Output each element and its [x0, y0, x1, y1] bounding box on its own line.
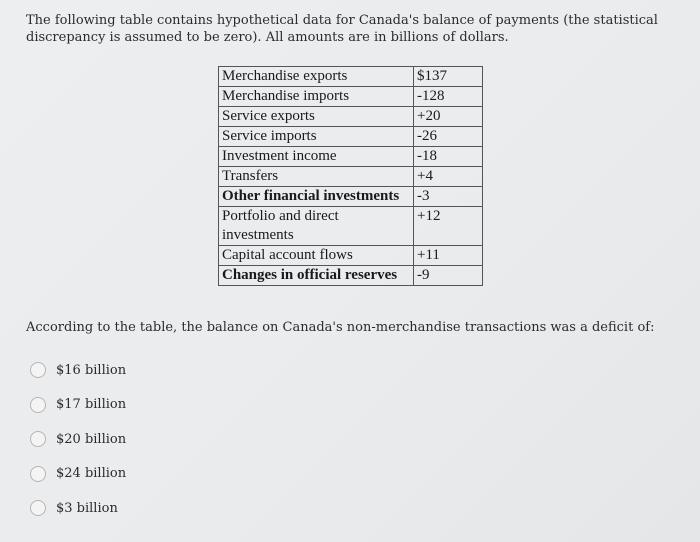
row-value: $137 — [414, 67, 483, 87]
row-value: +11 — [414, 246, 483, 266]
table-row — [219, 147, 483, 167]
row-label: Service imports — [219, 127, 414, 147]
row-label: Portfolio and direct investments — [219, 207, 414, 246]
radio-button[interactable] — [30, 397, 46, 413]
radio-button[interactable] — [30, 431, 46, 447]
table-row — [219, 266, 483, 286]
option-label[interactable]: $20 billion — [56, 431, 127, 447]
table-row — [219, 127, 483, 147]
row-value: -26 — [414, 127, 483, 147]
table-row — [219, 207, 483, 246]
row-value: -9 — [414, 266, 483, 286]
row-value: +4 — [414, 167, 483, 187]
row-value: -3 — [414, 187, 483, 207]
answer-option[interactable] — [30, 429, 126, 449]
row-label: Merchandise imports — [219, 87, 414, 107]
question-intro: The following table contains hypothetical data for Canada's balance of payments (the statistical discrepancy is assumed to be zero). All amounts are in billions of dollars. — [26, 13, 658, 45]
table-row — [219, 187, 483, 207]
table-row — [219, 246, 483, 266]
table-row — [219, 67, 483, 87]
row-label: Changes in official reserves — [219, 266, 414, 286]
balance-of-payments-table — [218, 66, 483, 286]
answer-options — [30, 360, 126, 533]
question-text: According to the table, the balance on Canada's non-merchandise transactions was a deficit of: — [26, 320, 655, 335]
answer-option[interactable] — [30, 395, 126, 415]
row-value: -128 — [414, 87, 483, 107]
row-label: Merchandise exports — [219, 67, 414, 87]
radio-button[interactable] — [30, 362, 46, 378]
table-row — [219, 107, 483, 127]
row-label: Investment income — [219, 147, 414, 167]
option-label[interactable]: $24 billion — [56, 466, 127, 481]
row-label: Service exports — [219, 107, 414, 127]
option-label[interactable]: $3 billion — [56, 500, 118, 516]
option-label[interactable]: $16 billion — [56, 362, 127, 378]
row-label: Capital account flows — [219, 246, 414, 266]
row-label: Other financial investments — [219, 187, 414, 207]
answer-option[interactable] — [30, 464, 126, 484]
option-label[interactable]: $17 billion — [56, 397, 127, 412]
row-value: -18 — [414, 147, 483, 167]
row-value: +12 — [414, 207, 483, 246]
row-value: +20 — [414, 107, 483, 127]
radio-button[interactable] — [30, 500, 46, 516]
table-row — [219, 167, 483, 187]
radio-button[interactable] — [30, 466, 46, 482]
answer-option[interactable] — [30, 360, 126, 380]
row-label: Transfers — [219, 167, 414, 187]
table-row — [219, 87, 483, 107]
answer-option[interactable] — [30, 498, 126, 518]
